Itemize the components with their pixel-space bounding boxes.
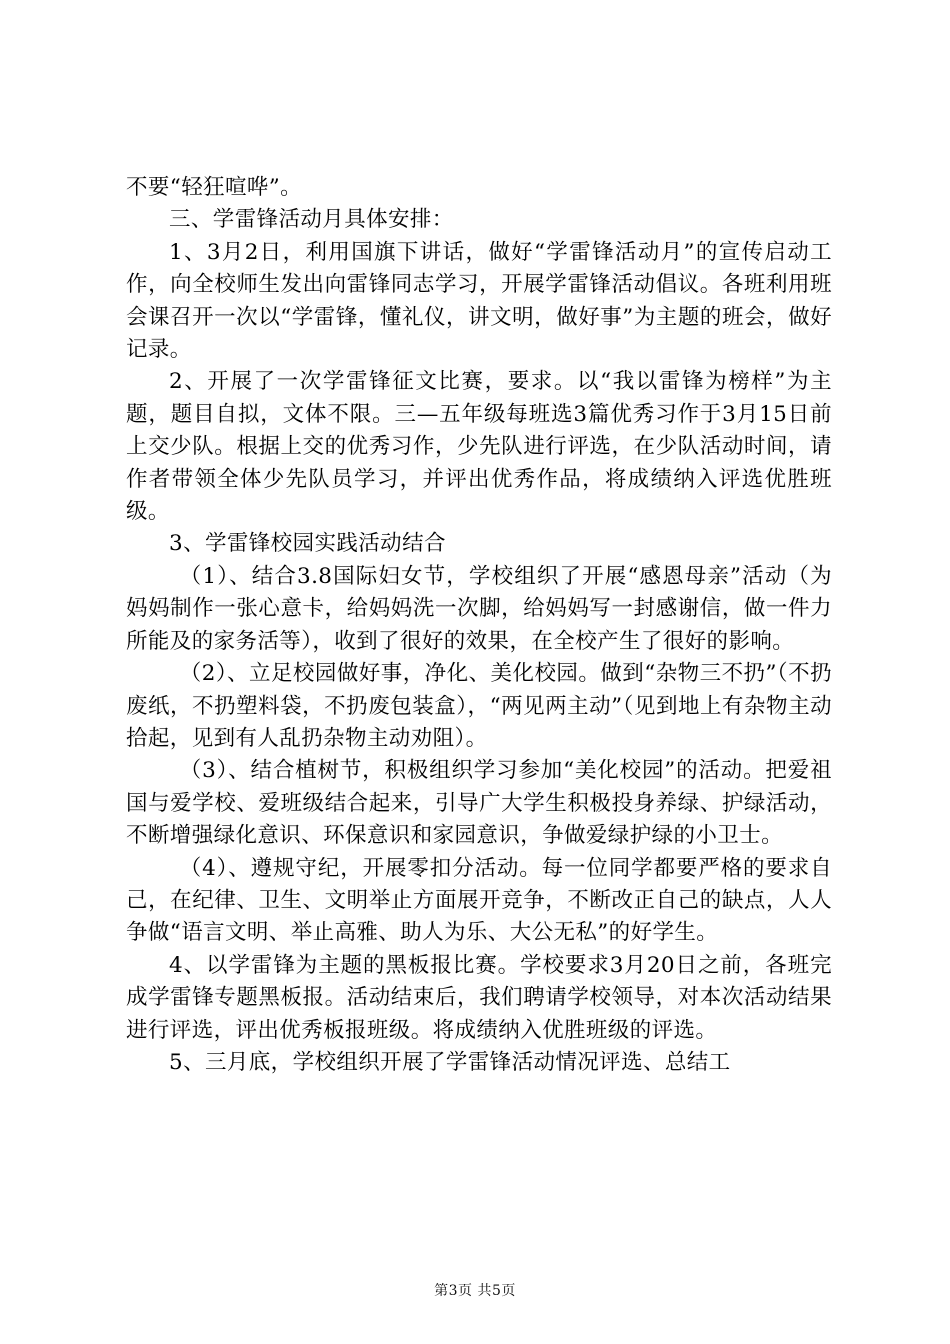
page-number-footer: 第3页 共5页 xyxy=(434,1283,516,1299)
document-body xyxy=(126,172,832,1079)
paragraph-item-1: 1、3月2日，利用国旗下讲话，做好“学雷锋活动月”的宣传启动工作，向全校师生发出向雷锋同志学习，开展学雷锋活动倡议。各班利用班会课召开一次以“学雷锋，懂礼仪，讲文明，做好事”为主题的班会，做好记录。 xyxy=(126,239,832,363)
paragraph-subitem-3: （3）、结合植树节，积极组织学习参加“美化校园”的活动。把爱祖国与爱学校、爱班级结合起来，引导广大学生积极投身养绿、护绿活动，不断增强绿化意识、环保意识和家园意识，争做爱绿护绿的小卫士。 xyxy=(126,758,832,849)
paragraph-subitem-2: （2）、立足校园做好事，净化、美化校园。做到“杂物三不扔”（不扔废纸，不扔塑料袋，不扔废包装盒），“两见两主动”（见到地上有杂物主动拾起，见到有人乱扔杂物主动劝阻）。 xyxy=(126,661,832,751)
paragraph-item-4: 4、以学雷锋为主题的黑板报比赛。学校要求3月20日之前，各班完成学雷锋专题黑板报。活动结束后，我们聘请学校领导，对本次活动结果进行评选，评出优秀板报班级。将成绩纳入优胜班级的评选。 xyxy=(126,952,832,1043)
paragraph-item-3: 3、学雷锋校园实践活动结合 xyxy=(169,531,446,557)
paragraph-item-5: 5、三月底，学校组织开展了学雷锋活动情况评选、总结工 xyxy=(169,1049,731,1075)
section-heading-schedule: 三、学雷锋活动月具体安排： xyxy=(169,207,454,233)
paragraph-item-2: 2、开展了一次学雷锋征文比赛，要求。以“我以雷锋为榜样”为主题，题目自拟，文体不限。三—五年级每班选3篇优秀习作于3月15日前上交少队。根据上交的优秀习作，少先队进行评选，在少队活动时间，请作者带领全体少先队员学习，并评出优秀作品，将成绩纳入评选优胜班级。 xyxy=(126,369,832,525)
paragraph-continuation: 不要“轻狂喧哗”。 xyxy=(126,175,303,200)
paragraph-subitem-4: （4）、遵规守纪，开展零扣分活动。每一位同学都要严格的要求自己，在纪律、卫生、文明举止方面展开竞争，不断改正自己的缺点，人人争做“语言文明、举止高雅、助人为乐、大公无私”的好学生。 xyxy=(126,855,832,946)
paragraph-subitem-1: （1）、结合3.8国际妇女节，学校组织了开展“感恩母亲”活动（为妈妈制作一张心意卡，给妈妈洗一次脚，给妈妈写一封感谢信，做一件力所能及的家务活等），收到了很好的效果，在全校产生了很好的影响。 xyxy=(126,563,832,654)
